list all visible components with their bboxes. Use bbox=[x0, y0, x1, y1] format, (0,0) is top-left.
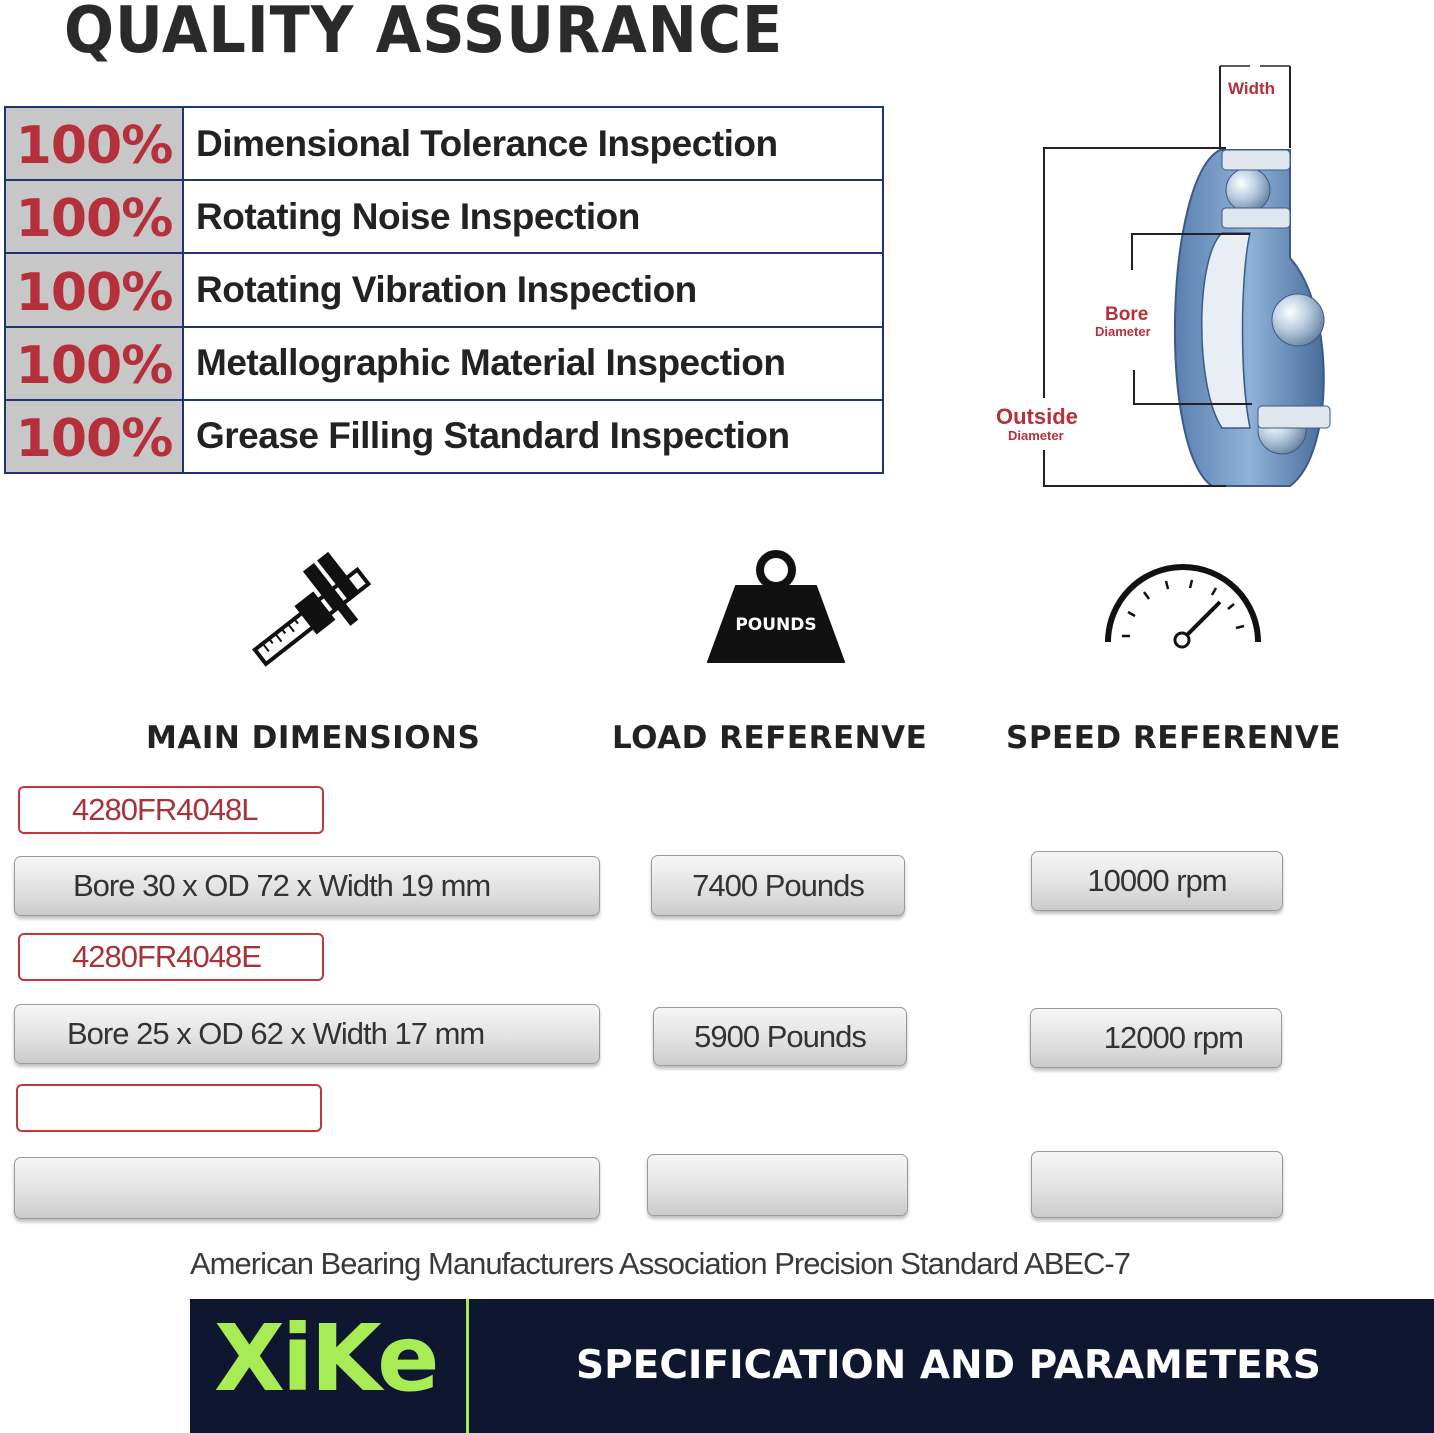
bearing-diagram bbox=[990, 58, 1340, 498]
inspection-label: Dimensional Tolerance Inspection bbox=[196, 122, 778, 164]
bore-sub-label: Diameter bbox=[1095, 324, 1151, 339]
speed-value bbox=[1031, 1151, 1283, 1218]
dimensions-value bbox=[14, 1157, 600, 1219]
outside-sub-label: Diameter bbox=[1008, 428, 1064, 443]
part-number-box bbox=[16, 1084, 322, 1132]
caliper-icon bbox=[236, 546, 386, 686]
banner-title: SPECIFICATION AND PARAMETERS bbox=[576, 1343, 1321, 1388]
dimensions-value: Bore 30 x OD 72 x Width 19 mm bbox=[14, 856, 600, 916]
part-number-box: 4280FR4048L bbox=[18, 786, 324, 834]
inspection-label: Metallographic Material Inspection bbox=[196, 342, 786, 384]
page-title: QUALITY ASSURANCE bbox=[64, 0, 784, 68]
speedometer-icon bbox=[1100, 564, 1266, 664]
percent-cell: 100% bbox=[6, 181, 184, 252]
standard-note: American Bearing Manufacturers Association Precision Standard ABEC-7 bbox=[190, 1246, 1130, 1281]
weight-label: POUNDS bbox=[735, 615, 817, 635]
load-value: 7400 Pounds bbox=[651, 855, 905, 916]
divider bbox=[466, 1299, 469, 1433]
load-value: 5900 Pounds bbox=[653, 1007, 907, 1066]
weight-icon bbox=[706, 548, 846, 666]
bore-label: Bore bbox=[1105, 304, 1149, 325]
percent-cell: 100% bbox=[6, 401, 184, 472]
percent-cell: 100% bbox=[6, 108, 184, 179]
ball-right bbox=[1272, 294, 1324, 346]
speed-value: 10000 rpm bbox=[1031, 851, 1283, 911]
outside-label: Outside bbox=[996, 404, 1078, 429]
brand-logo: XiKe bbox=[214, 1305, 437, 1412]
width-label: Width bbox=[1228, 79, 1276, 98]
part-number-box: 4280FR4048E bbox=[18, 933, 324, 981]
inspection-label: Rotating Noise Inspection bbox=[196, 195, 640, 237]
table-row bbox=[6, 254, 882, 327]
percent-cell: 100% bbox=[6, 254, 184, 325]
percent-cell: 100% bbox=[6, 328, 184, 399]
heading-load-reference: LOAD REFERENVE bbox=[612, 720, 928, 756]
speed-value: 12000 rpm bbox=[1030, 1008, 1282, 1068]
footer-banner bbox=[190, 1299, 1434, 1433]
quality-table bbox=[4, 106, 884, 474]
table-row bbox=[6, 108, 882, 181]
inspection-label: Grease Filling Standard Inspection bbox=[196, 415, 790, 457]
table-row bbox=[6, 401, 882, 472]
ball-top bbox=[1226, 168, 1270, 212]
heading-main-dimensions: MAIN DIMENSIONS bbox=[146, 720, 481, 756]
inspection-label: Rotating Vibration Inspection bbox=[196, 269, 697, 310]
dimensions-value: Bore 25 x OD 62 x Width 17 mm bbox=[14, 1004, 600, 1064]
load-value bbox=[647, 1154, 908, 1216]
heading-speed-reference: SPEED REFERENVE bbox=[1006, 720, 1341, 756]
table-row bbox=[6, 328, 882, 401]
table-row bbox=[6, 181, 882, 254]
